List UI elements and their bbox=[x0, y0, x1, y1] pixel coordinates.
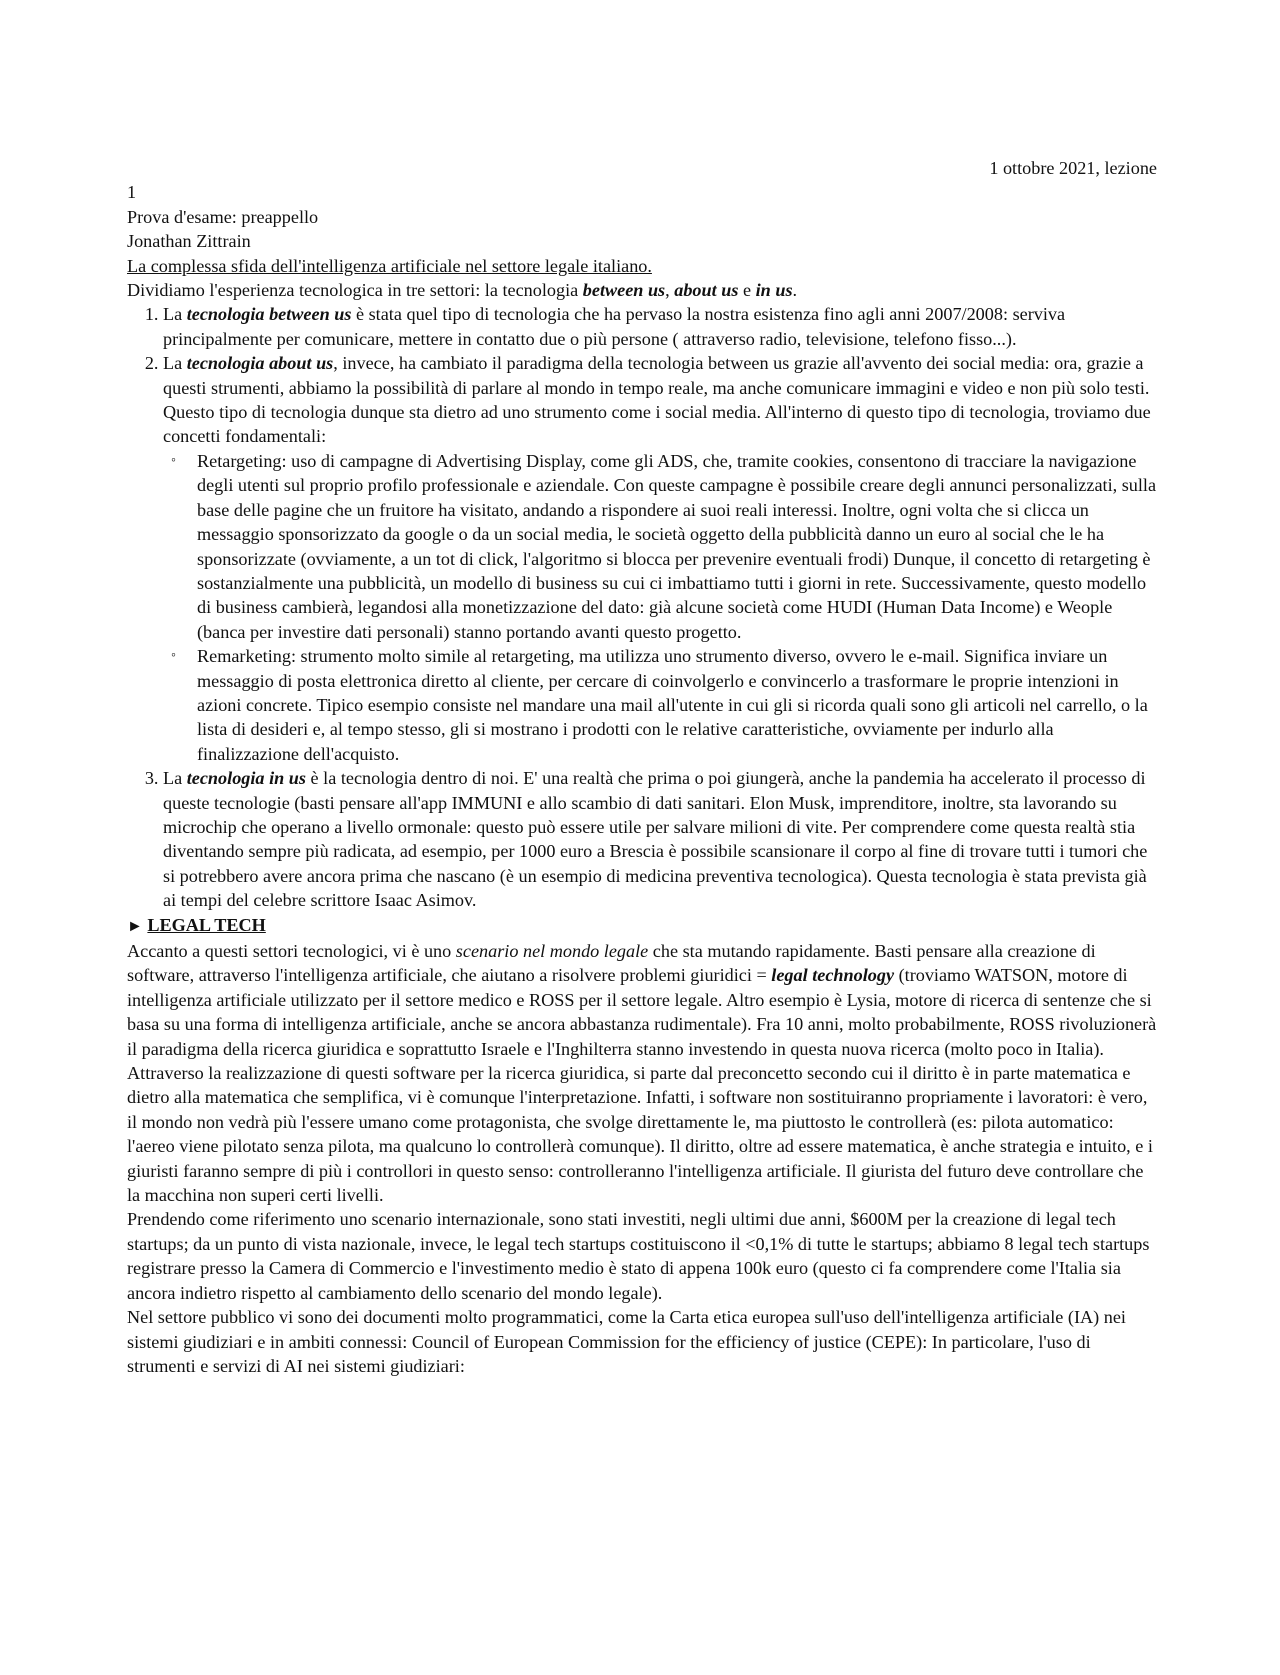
paragraph-text: Accanto a questi settori tecnologici, vi è uno bbox=[127, 941, 456, 961]
lesson-date: 1 ottobre 2021, lezione bbox=[989, 158, 1157, 178]
list-item-text: , invece, ha cambiato il paradigma della tecnologia between us grazie all'avvento dei social media: ora, grazie a questi strumenti, abbiamo la possibilità di parlare al mondo in tempo reale, ma anche comunicare immagini e video e non più solo testi. Questo tipo di tecnologia dunque sta dietro ad uno strumento come i social media. All'interno di questo tipo di tecnologia, troviamo due concetti fondamentali: bbox=[163, 353, 1151, 447]
intro-text: Dividiamo l'esperienza tecnologica in tre settori: la tecnologia bbox=[127, 280, 583, 301]
intro-paragraph bbox=[127, 278, 1157, 302]
section-heading bbox=[127, 913, 1157, 939]
paragraph-text: (troviamo WATSON, motore di intelligenza artificiale utilizzato per il settore medico e ROSS per il settore legale. Altro esempio è Lysia, motore di ricerca di sentenze che si basa su una forma di intelligenza artificiale, anche se ancora abbastanza rudimentale). Fra 10 anni, molto probabilmente, ROSS rivoluzionerà il paradigma della ricerca giuridica e soprattutto Israele e l'Inghilterra stanno investendo in questa nuova ricerca (molto poco in Italia). Attraverso la realizzazione di questi software per la ricerca giuridica, si parte dal preconcetto secondo cui il diritto è in parte matematica e dietro alla matematica che semplifica, vi è comunque l'interpretazione. Infatti, i software non sostituiranno propriamente i lavoratori: è vero, il mondo non vedrà più l'essere umano come protagonista, che svolge direttamente le, ma piuttosto le controllerà (es: pilota automatico: l'aereo viene pilotato senza pilota, ma qualcuno lo controllerà comunque). Il diritto, oltre ad essere matematica, è anche strategia e intuito, e i giuristi faranno sempre di più i controllori in questo senso: controlleranno l'intelligenza artificiale. Il giurista del futuro deve controllare che la macchina non superi certi livelli. bbox=[127, 965, 1157, 1206]
list-item-about-us bbox=[163, 351, 1157, 766]
intro-end: . bbox=[792, 280, 798, 301]
legal-tech-paragraph bbox=[127, 939, 1157, 1207]
public-sector-paragraph: Nel settore pubblico vi sono dei documenti molto programmatici, come la Carta etica europea sull'uso dell'intelligenza artificiale (IA) nei sistemi giudiziari e in ambiti connessi: Council of European Commission for the efficiency of justice (CEPE): In particolare, l'uso di strumenti e servizi di AI nei sistemi giudiziari: bbox=[127, 1307, 1126, 1376]
arrow-icon: ► bbox=[127, 917, 143, 935]
list-item-term: tecnologia between us bbox=[186, 304, 352, 325]
term-about-us: about us bbox=[674, 280, 739, 301]
list-item-lead: La bbox=[163, 353, 187, 374]
paragraph-text: che sta mutando rapidamente. Basti pensare alla creazione di software, attraverso l'intelligenza artificiale, che aiutano a risolvere problemi giuridici = bbox=[127, 941, 1096, 986]
page-number: 1 bbox=[127, 182, 137, 203]
technology-list bbox=[127, 302, 1157, 912]
author-name: Jonathan Zittrain bbox=[127, 231, 251, 252]
list-item-term: tecnologia about us bbox=[186, 353, 334, 374]
investment-paragraph: Prendendo come riferimento uno scenario internazionale, sono stati investiti, negli ultimi due anni, $600M per la creazione di legal tech startups; da un punto di vista nazionale, invece, le legal tech startups costituiscono il <0,1% di tutte le startups; abbiamo 8 legal tech startups registrare presso la Camera di Commercio e l'investimento medio è stato di appena 100k euro (questo ci fa comprendere come l'Italia sia ancora indietro rispetto al cambiamento dello scenario del mondo legale). bbox=[127, 1209, 1150, 1303]
term-between-us: between us bbox=[582, 280, 666, 301]
intro-sep-1: , bbox=[665, 280, 675, 301]
term-in-us: in us bbox=[755, 280, 793, 301]
sublist-item-retargeting: ◦ Retargeting: uso di campagne di Advertising Display, come gli ADS, che, tramite cookies, consentono di tracciare la navigazione degli utenti sul proprio profilo professionale e aziendale. Con queste campagne è possibile creare degli annunci personalizzati, sulla base delle pagine che un fruitore ha visitato, andando a rispondere ai suoi reali interessi. Inoltre, ogni volta che si clicca un messaggio sponsorizzato da google o da un social media, le società oggetto della pubblicità danno un euro al social che le ha sponsorizzate (ovviamente, a un tot di click, l'algoritmo si blocca per prevenire eventuali frodi) Dunque, il concetto di retargeting è sostanzialmente una pubblicità, un modello di business su cui ci imbattiamo tutti i giorni in rete. Successivamente, questo modello di business cambierà, legandosi alla monetizzazione del dato: già alcune società come HUDI (Human Data Income) e Weople (banca per investire dati personali) stanno portando avanti questo progetto. bbox=[197, 449, 1157, 644]
emphasis-text: scenario nel mondo legale bbox=[455, 941, 649, 961]
list-item-lead: La bbox=[163, 768, 187, 789]
section-heading-text: LEGAL TECH bbox=[147, 914, 266, 935]
about-us-sublist bbox=[163, 449, 1157, 766]
list-item-term: tecnologia in us bbox=[186, 768, 306, 789]
list-item-in-us bbox=[163, 766, 1157, 912]
list-item-lead: La bbox=[163, 304, 187, 325]
sublist-item-remarketing: ◦ Remarketing: strumento molto simile al retargeting, ma utilizza uno strumento diverso, ovvero le e-mail. Significa inviare un messaggio di posta elettronica diretto al cliente, per cercare di coinvolgerlo e convincerlo a trasformare le proprie intenzioni in azioni concrete. Tipico esempio consiste nel mandare una mail all'utente in cui gli si ricorda quali sono gli articoli nel carrello, o la lista di desideri e, al tempo stesso, gli si mostrano i prodotti con le relative caratteristiche, ovviamente per indurlo alla finalizzazione dell'acquisto. bbox=[197, 644, 1157, 766]
lecture-title: La complessa sfida dell'intelligenza artificiale nel settore legale italiano. bbox=[127, 255, 652, 276]
list-item-text: è stata quel tipo di tecnologia che ha pervaso la nostra esistenza fino agli anni 2007/2008: serviva principalmente per comunicare, mettere in contatto due o più persone ( attraverso radio, televisione, telefono fisso...). bbox=[163, 304, 1066, 349]
document-page bbox=[127, 156, 1157, 1378]
list-item-between-us bbox=[163, 302, 1157, 351]
list-item-text: è la tecnologia dentro di noi. E' una realtà che prima o poi giungerà, anche la pandemia ha accelerato il processo di queste tecnologie (basti pensare all'app IMMUNI e allo scambio di dati sanitari. Elon Musk, imprenditore, inoltre, sta lavorando su microchip che operano a livello ormonale: questo può essere utile per salvare milioni di vite. Per comprendere come questa realtà stia diventando sempre più radicata, ad esempio, per 1000 euro a Brescia è possibile scansionare il corpo al fine di trovare tutti i tumori che si potrebbero avere ancora prima che nascano (è un esempio di medicina preventiva tecnologica). Questa tecnologia è stata prevista già ai tempi del celebre scrittore Isaac Asimov. bbox=[163, 768, 1148, 911]
term-legal-technology: legal technology bbox=[771, 965, 895, 986]
intro-sep-2: e bbox=[738, 280, 756, 301]
exam-note: Prova d'esame: preappello bbox=[127, 206, 319, 227]
